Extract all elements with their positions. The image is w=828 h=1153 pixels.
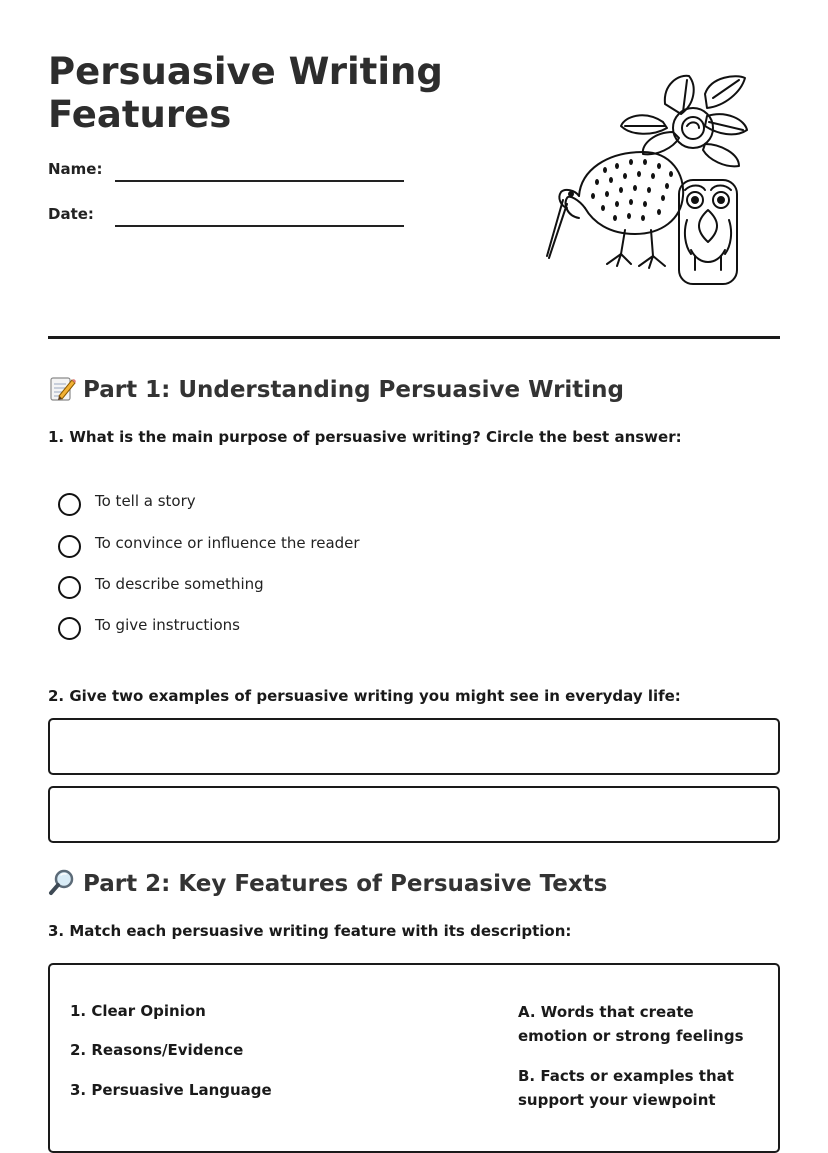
radio-circle[interactable] <box>58 535 81 558</box>
page-title <box>48 50 468 136</box>
date-field[interactable] <box>48 205 408 229</box>
title-line-1: Persuasive Writing <box>48 50 443 93</box>
kiwi-bird-flower-tiki-icon <box>545 70 750 288</box>
title-line-2: Features <box>48 93 232 136</box>
part1-heading <box>48 374 624 403</box>
q1-option-3-label: To describe something <box>95 575 264 593</box>
part1-heading-text: Part 1: Understanding Persuasive Writing <box>83 377 625 403</box>
part2-heading-text: Part 2: Key Features of Persuasive Texts <box>83 871 608 897</box>
q1-option-4[interactable] <box>58 616 458 642</box>
radio-circle[interactable] <box>58 576 81 599</box>
q1-option-1[interactable] <box>58 492 458 518</box>
worksheet-page <box>48 0 780 1118</box>
question-2: 2. Give two examples of persuasive writing you might see in everyday life: <box>48 687 681 705</box>
question-3: 3. Match each persuasive writing feature with its description: <box>48 922 572 940</box>
feature-2[interactable]: 2. Reasons/Evidence <box>70 1041 244 1059</box>
magnifying-glass-icon <box>48 868 76 896</box>
name-field[interactable] <box>48 160 408 184</box>
name-label: Name: <box>48 160 103 178</box>
radio-circle[interactable] <box>58 617 81 640</box>
answer-box-2[interactable] <box>48 786 780 843</box>
question-1: 1. What is the main purpose of persuasive writing? Circle the best answer: <box>48 428 682 446</box>
q1-option-2[interactable] <box>58 534 458 560</box>
feature-1[interactable]: 1. Clear Opinion <box>70 1002 206 1020</box>
matching-box <box>48 963 780 1153</box>
feature-3[interactable]: 3. Persuasive Language <box>70 1081 272 1099</box>
q1-option-4-label: To give instructions <box>95 616 240 634</box>
part2-heading <box>48 868 607 897</box>
date-line[interactable] <box>115 225 404 227</box>
memo-pencil-icon <box>48 374 76 402</box>
header-divider <box>48 336 780 339</box>
q1-option-1-label: To tell a story <box>95 492 196 510</box>
q1-option-3[interactable] <box>58 575 458 601</box>
name-line[interactable] <box>115 180 404 182</box>
date-label: Date: <box>48 205 94 223</box>
answer-box-1[interactable] <box>48 718 780 775</box>
radio-circle[interactable] <box>58 493 81 516</box>
description-b[interactable]: B. Facts or examples that support your viewpoint <box>518 1067 734 1109</box>
q1-option-2-label: To convince or influence the reader <box>95 534 360 552</box>
description-a[interactable]: A. Words that create emotion or strong feelings <box>518 1003 744 1045</box>
